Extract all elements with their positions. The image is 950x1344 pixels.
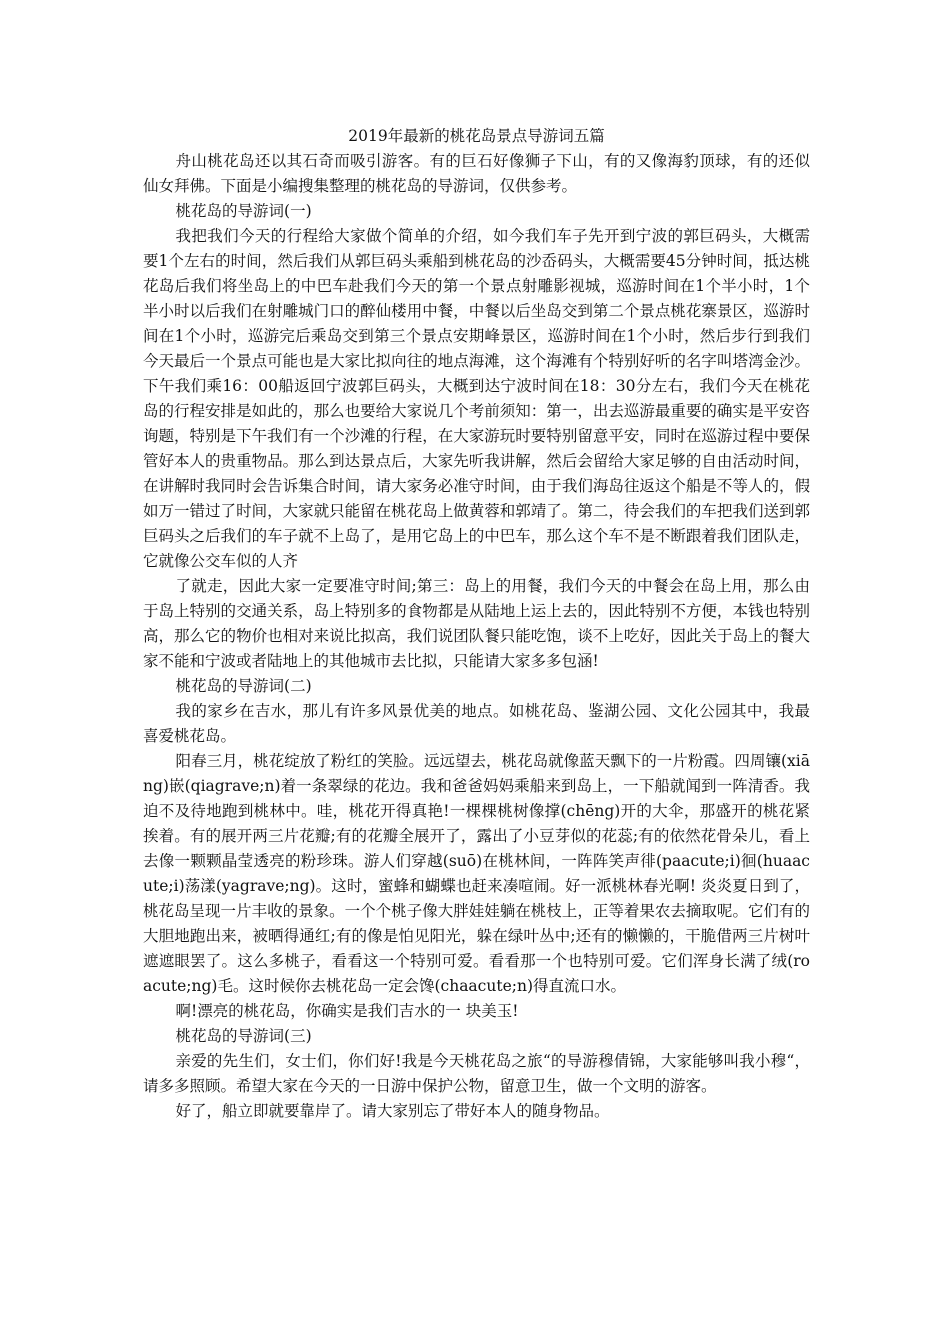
body-paragraph: 啊!漂亮的桃花岛，你确实是我们吉水的一 块美玉!: [175, 1002, 519, 1020]
body-paragraph: 阳春三月，桃花绽放了粉红的笑脸。远远望去，桃花岛就像蓝天飘下的一片粉霞。四周镶(xiāng)嵌(qiagrave;n)着一条翠绿的花边。我和爸爸妈妈乘船来到岛上，一下船就闻到一阵清香。我迫不及待地跑到桃林中。哇，桃花开得真艳!一棵棵桃树像撑(chēng)开的大伞，那盛开的桃花紧挨着。有的展开两三片花瓣;有的花瓣全展开了，露出了小豆芽似的花蕊;有的依然花骨朵儿，看上去像一颗颗晶莹透亮的粉珍珠。游人们穿越(suō)在桃林间，一阵阵笑声徘(paacute;i)徊(huaacute;i)荡漾(yagrave;ng)。这时，蜜蜂和蝴蝶也赶来凑喧闹。好一派桃林春光啊! 炎炎夏日到了，桃花岛呈现一片丰收的景象。一个个桃子像大胖娃娃躺在桃枝上，正等着果农去摘取呢。它们有的大胆地跑出来，被晒得通红;有的像是怕见阳光，躲在绿叶丛中;还有的懒懒的，干脆借两三片树叶遮遮眼罢了。这么多桃子，看看这一个特别可爱。看看那一个也特别可爱。它们浑身长满了绒(roacute;ng)毛。这时候你去桃花岛一定会馋(chaacute;n)得直流口水。: [143, 752, 810, 995]
section-heading-1: 桃花岛的导游词(一): [175, 202, 312, 220]
section-heading-2: 桃花岛的导游词(二): [175, 677, 312, 695]
document-title: 2019年最新的桃花岛景点导游词五篇: [348, 127, 605, 145]
body-paragraph: 我把我们今天的行程给大家做个简单的介绍，如今我们车子先开到宁波的郭巨码头，大概需要1个左右的时间，然后我们从郭巨码头乘船到桃花岛的沙岙码头，大概需要45分钟时间，抵达桃花岛后我们将坐岛上的中巴车赴我们今天的第一个景点射雕影视城，巡游时间在1个半小时，1个半小时以后我们在射雕城门口的醉仙楼用中餐，中餐以后坐岛交到第二个景点桃花寨景区，巡游时间在1个小时，巡游完后乘岛交到第三个景点安期峰景区，巡游时间在1个小时，然后步行到我们今天最后一个景点可能也是大家比拟向往的地点海滩，这个海滩有个特别好听的名字叫塔湾金沙。下午我们乘16：00船返回宁波郭巨码头，大概到达宁波时间在18：30分左右，我们今天在桃花岛的行程安排是如此的，那么也要给大家说几个考前须知：第一，出去巡游最重要的确实是平安咨询题，特别是下午我们有一个沙滩的行程，在大家游玩时要特别留意平安，同时在巡游过程中要保管好本人的贵重物品。那么到达景点后，大家先听我讲解，然后会留给大家足够的自由活动时间，在讲解时我同时会告诉集合时间，请大家务必准守时间，由于我们海岛往返这个船是不等人的，假如万一错过了时间，大家就只能留在桃花岛上做黄蓉和郭靖了。第二，待会我们的车把我们送到郭巨码头之后我们的车子就不上岛了，是用它岛上的中巴车，那么这个车不是不断跟着我们团队走，它就像公交车似的人齐: [143, 227, 810, 570]
body-paragraph: 了就走，因此大家一定要准守时间;第三：岛上的用餐，我们今天的中餐会在岛上用，那么由于岛上特别的交通关系，岛上特别多的食物都是从陆地上运上去的，因此特别不方便，本钱也特别高，那么它的物价也相对来说比拟高，我们说团队餐只能吃饱，谈不上吃好，因此关于岛上的餐大家不能和宁波或者陆地上的其他城市去比拟，只能请大家多多包涵!: [143, 577, 810, 670]
section-heading-3: 桃花岛的导游词(三): [175, 1027, 312, 1045]
intro-paragraph: 舟山桃花岛还以其石奇而吸引游客。有的巨石好像狮子下山，有的又像海豹顶球，有的还似仙女拜佛。下面是小编搜集整理的桃花岛的导游词，仅供参考。: [143, 152, 810, 195]
body-paragraph: 好了，船立即就要靠岸了。请大家别忘了带好本人的随身物品。: [175, 1102, 610, 1120]
body-paragraph: 我的家乡在吉水，那儿有许多风景优美的地点。如桃花岛、鉴湖公园、文化公园其中，我最喜爱桃花岛。: [143, 702, 810, 745]
document-page: [143, 124, 810, 1124]
body-paragraph: 亲爱的先生们，女士们，你们好!我是今天桃花岛之旅“的导游穆倩锦，大家能够叫我小穆“，请多多照顾。希望大家在今天的一日游中保护公物，留意卫生，做一个文明的游客。: [143, 1052, 810, 1095]
